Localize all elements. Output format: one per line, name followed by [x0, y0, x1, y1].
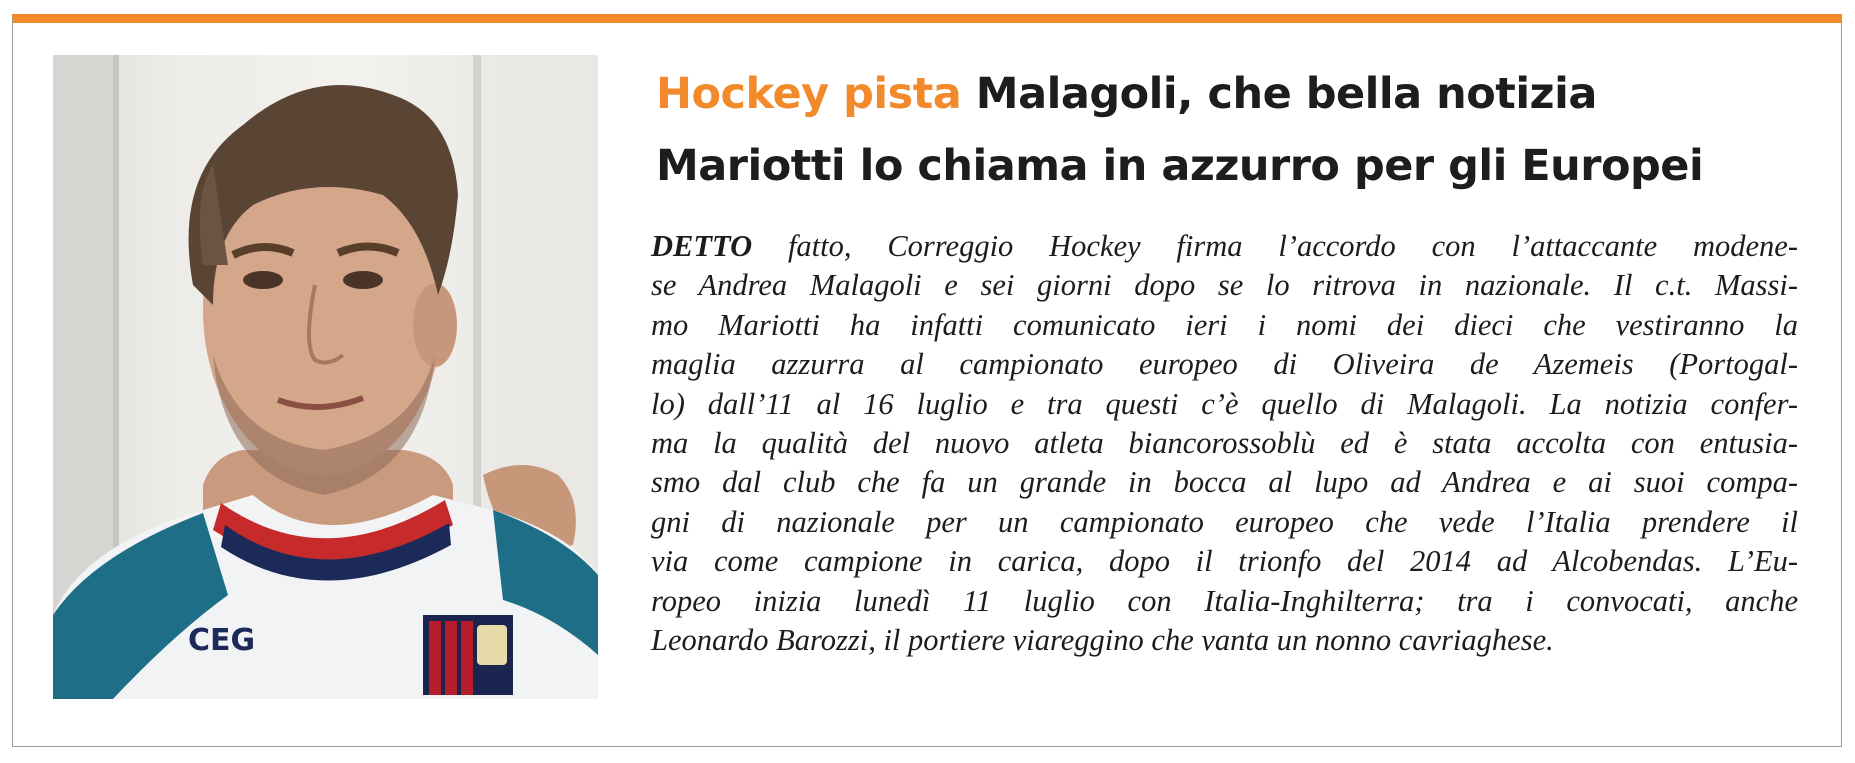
article-line-2: se Andrea Malagoli e sei giorni dopo se lo ritrova in nazionale. Il c.t. Massi- — [651, 268, 1798, 303]
jersey-sponsor-logo: CEG — [188, 623, 256, 658]
headline-line-1 — [656, 58, 1806, 130]
article-line-6: ma la qualità del nuovo atleta biancorossoblù ed è stata accolta con entusia- — [651, 425, 1798, 460]
article-line-11: Leonardo Barozzi, il portiere viareggino che vanta un nonno cavriaghese. — [651, 622, 1554, 657]
headline — [656, 58, 1806, 202]
article-line-9: via come campione in carica, dopo il trionfo del 2014 ad Alcobendas. L’Eu- — [651, 544, 1798, 579]
article-line-1 — [651, 227, 1798, 266]
article-line-7: smo dal club che fa un grande in bocca al lupo ad Andrea e ai suoi compa- — [651, 465, 1798, 500]
article-body — [651, 227, 1798, 660]
article-line-4: maglia azzurra al campionato europeo di Oliveira de Azemeis (Portogal- — [651, 347, 1798, 382]
headline-kicker: Hockey pista — [656, 69, 962, 119]
headline-title-part-1: Malagoli, che bella notizia — [975, 69, 1597, 119]
article-line-10: ropeo inizia lunedì 11 luglio con Italia-Inghilterra; tra i convocati, anche — [651, 583, 1798, 618]
article-lead-word: DETTO — [651, 229, 753, 263]
article-line-5: lo) dall’11 al 16 luglio e tra questi c’è quello di Malagoli. La notizia confer- — [651, 386, 1798, 421]
article-line-3: mo Mariotti ha infatti comunicato ieri i nomi dei dieci che vestiranno la — [651, 307, 1798, 342]
article-first-line-rest: fatto, Correggio Hockey firma l’accordo con l’attaccante modene- — [752, 229, 1798, 263]
headline-line-2: Mariotti lo chiama in azzurro per gli Europei — [656, 141, 1704, 191]
player-photo — [53, 55, 598, 699]
article-line-8: gni di nazionale per un campionato europeo che vede l’Italia prendere il — [651, 504, 1798, 539]
